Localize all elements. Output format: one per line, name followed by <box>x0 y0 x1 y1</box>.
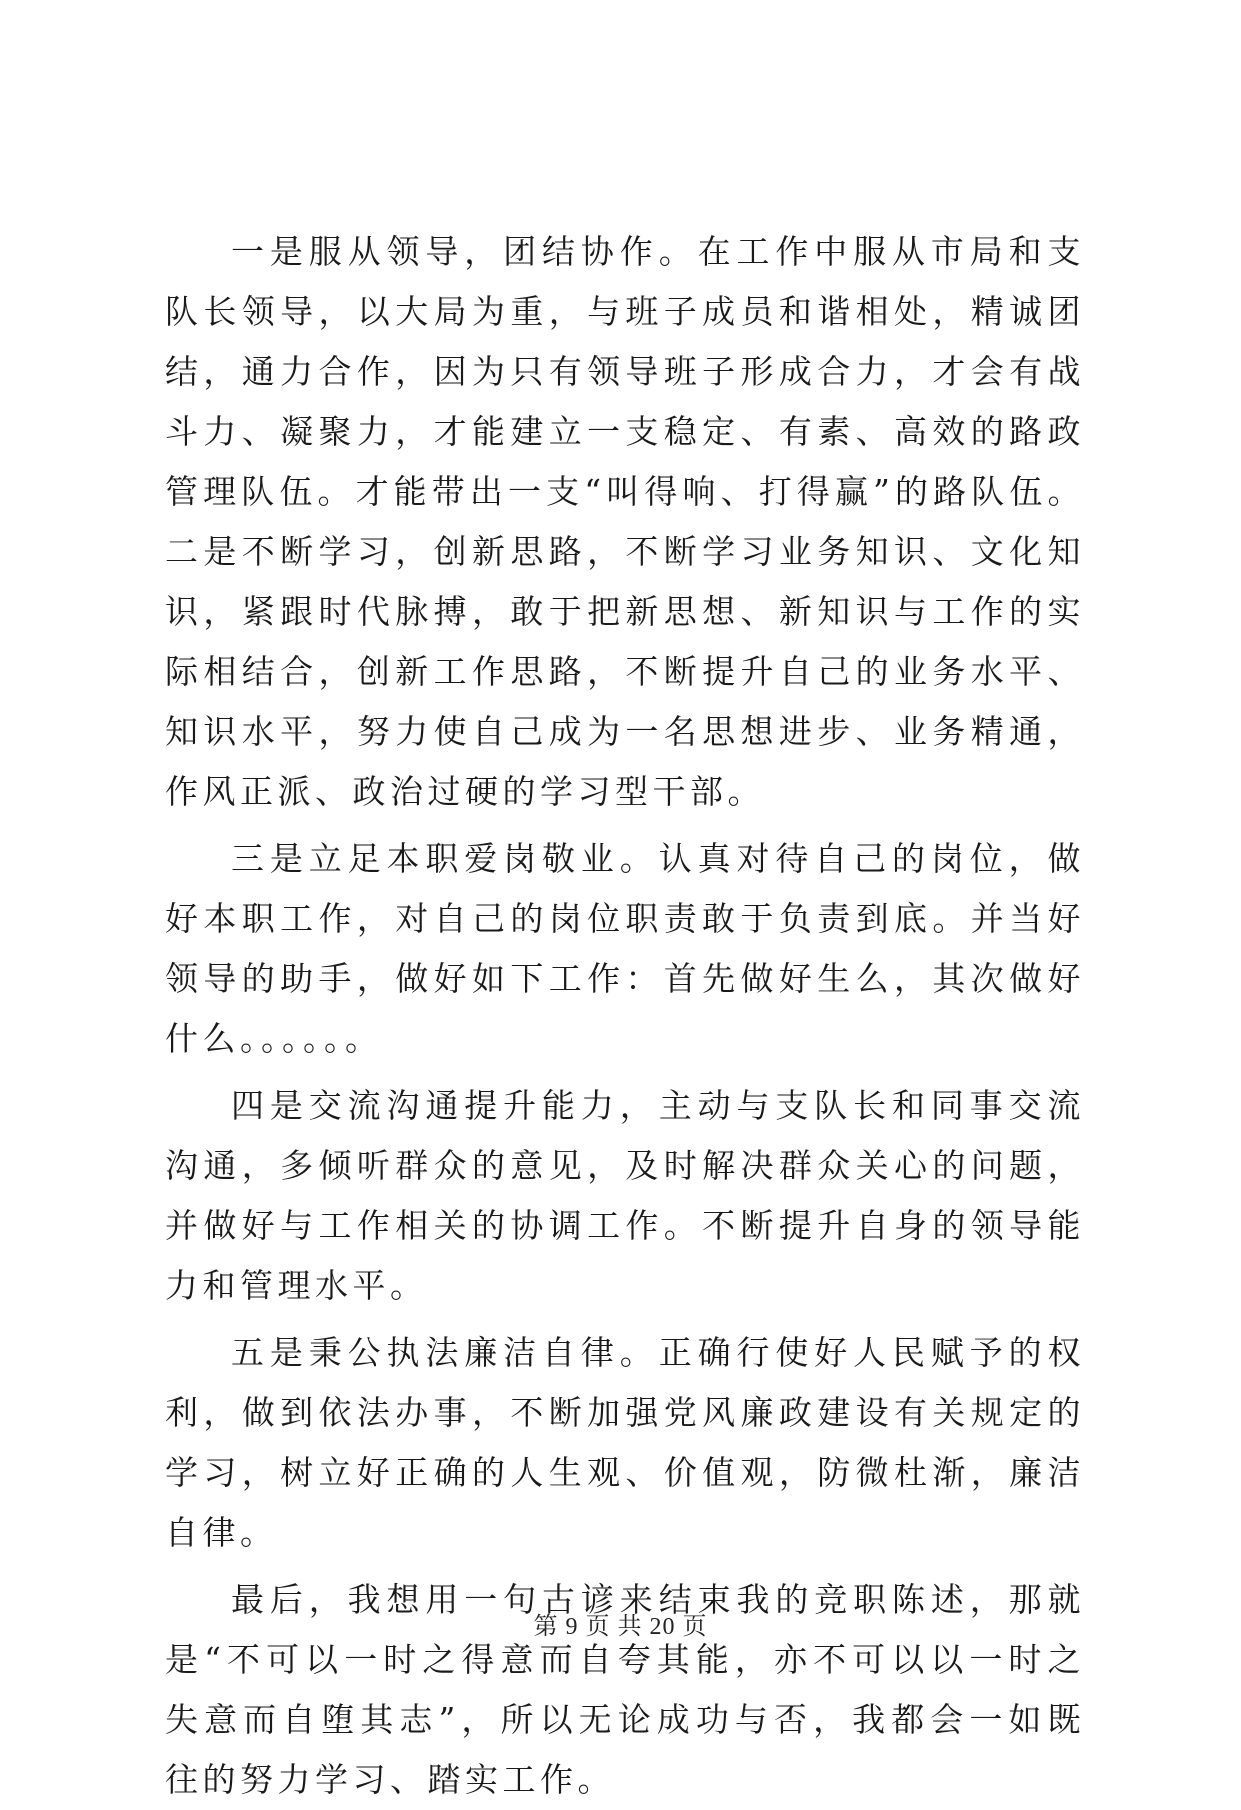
page-number-footer: 第 9 页 共 20 页 <box>533 1614 708 1640</box>
document-body <box>165 222 1085 1810</box>
paragraph-gap <box>165 1563 1085 1570</box>
paragraph-1: 一是服从领导，团结协作。在工作中服从市局和支队长领导，以大局为重，与班子成员和谐相处，精诚团结，通力合作，因为只有领导班子形成合力，才会有战斗力、凝聚力，才能建立一支稳定、有素、高效的路政管理队伍。才能带出一支“叫得响、打得赢”的路队伍。二是不断学习，创新思路，不断学习业务知识、文化知识，紧跟时代脉搏，敢于把新思想、新知识与工作的实际相结合，创新工作思路，不断提升自己的业务水平、知识水平，努力使自己成为一名思想进步、业务精通，作风正派、政治过硬的学习型干部。 <box>165 232 1085 811</box>
paragraph-5: 最后，我想用一句古谚来结束我的竞职陈述，那就是“不可以一时之得意而自夸其能，亦不可以以一时之失意而自堕其志”，所以无论成功与否，我都会一如既往的努力学习、踏实工作。 <box>165 1580 1085 1799</box>
paragraph-gap <box>165 822 1085 829</box>
paragraph-4: 五是秉公执法廉洁自律。正确行使好人民赋予的权利，做到依法办事，不断加强党风廉政建设有关规定的学习，树立好正确的人生观、价值观，防微杜渐，廉洁自律。 <box>165 1333 1085 1552</box>
paragraph-2: 三是立足本职爱岗敬业。认真对待自己的岗位，做好本职工作，对自己的岗位职责敢于负责到底。并当好领导的助手，做好如下工作：首先做好生么，其次做好什么。。。。。。 <box>165 839 1085 1058</box>
paragraph-gap <box>165 1069 1085 1076</box>
paragraph-gap <box>165 1316 1085 1323</box>
paragraph-3: 四是交流沟通提升能力，主动与支队长和同事交流沟通，多倾听群众的意见，及时解决群众关心的问题，并做好与工作相关的协调工作。不断提升自身的领导能力和管理水平。 <box>165 1086 1085 1305</box>
